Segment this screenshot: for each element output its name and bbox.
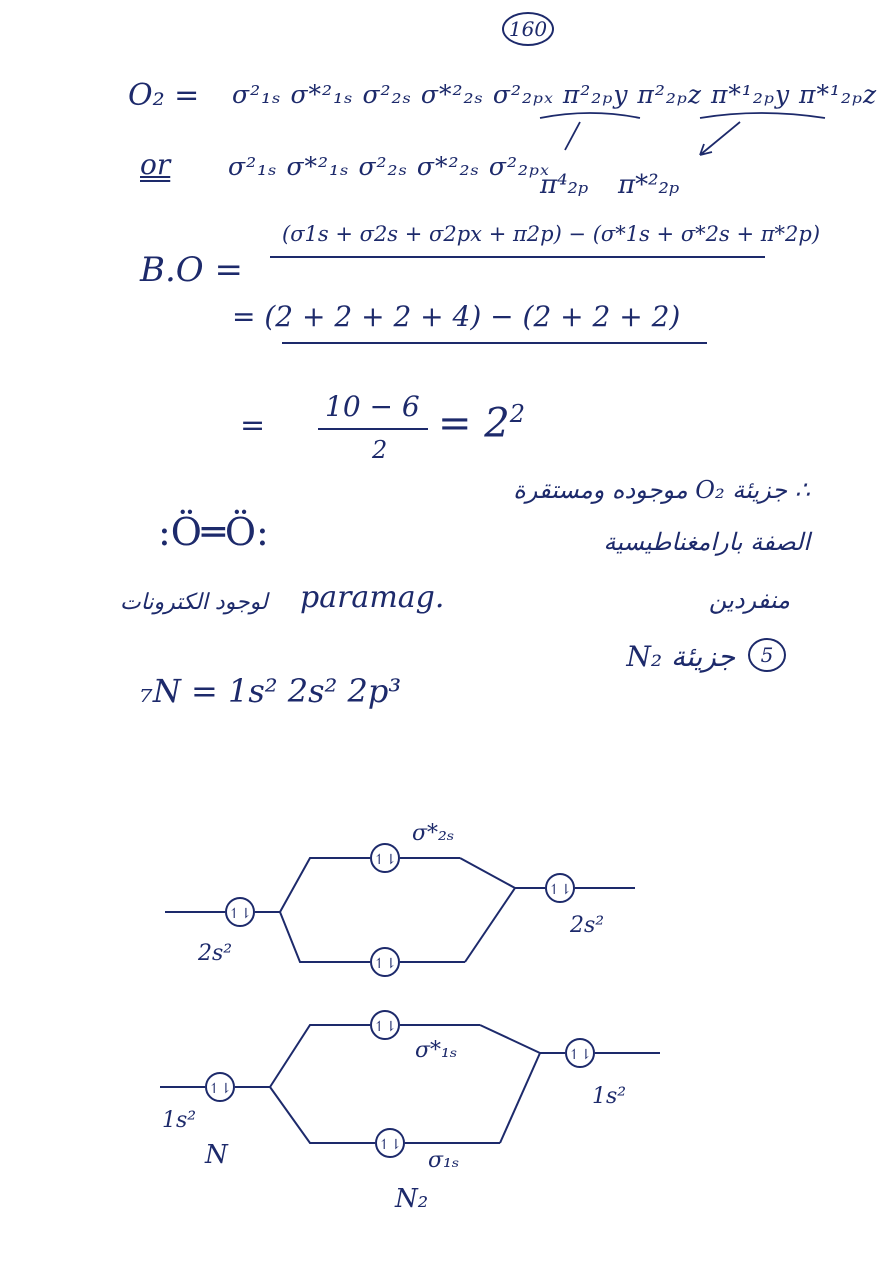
arabic-note-4: منفردين (708, 586, 790, 614)
o2-config-line1: σ²₁ₛ σ*²₁ₛ σ²₂ₛ σ*²₂ₛ σ²₂ₚₓ π²₂ₚy π²₂ₚz π*¹₂ₚy π*¹₂ₚz (232, 80, 878, 109)
pi-group: π⁴₂ₚ (540, 170, 589, 200)
label-sigma-1s: σ₁ₛ (428, 1148, 460, 1173)
bond-order-step3-den: 2 (372, 436, 388, 464)
fraction-line-3 (318, 428, 428, 430)
fraction-line-1 (270, 256, 765, 258)
bond-order-step3-eq: = (240, 408, 266, 443)
orbital-pair-sigma-1s: ↿⇂ (378, 1137, 402, 1153)
label-left-2s: 2s² (198, 941, 233, 966)
orbital-pair-sigma-star-2s: ↿⇂ (373, 852, 397, 868)
arabic-note-2: الصفة بارامغناطيسية (603, 528, 810, 556)
section-number: 5 (748, 638, 786, 672)
bond-order-step3-num: 10 − 6 (325, 390, 420, 423)
label-left-1s: 1s² (162, 1108, 197, 1133)
arabic-note-3: لوجود الكترونات (120, 590, 268, 615)
arabic-note-1: ∴ جزيئة O₂ موجوده ومستقرة (513, 476, 810, 504)
orbital-pair-left-1s: ↿⇂ (208, 1081, 232, 1097)
bond-order-step2: = (2 + 2 + 2 + 4) − (2 + 2 + 2) (232, 300, 681, 333)
paramag-word: paramag. (300, 580, 445, 615)
nitrogen-config: ₇N = 1s² 2s² 2p³ (140, 672, 402, 710)
lewis-structure: :Ö═Ö: (158, 510, 269, 554)
orbital-pair-right-1s: ↿⇂ (568, 1047, 592, 1063)
orbital-pair-sigma-star-1s: ↿⇂ (373, 1019, 397, 1035)
fraction-line-2 (282, 342, 707, 344)
bond-order-numerator: (σ1s + σ2s + σ2px + π2p) − (σ*1s + σ*2s + π*2p) (282, 222, 821, 246)
orbital-pair-left-2s: ↿⇂ (228, 906, 252, 922)
or-label: or (140, 148, 171, 181)
mo-diagram-1s (0, 985, 893, 1225)
page-number: 160 (502, 12, 554, 46)
pi-star-group: π*²₂ₚ (618, 170, 680, 200)
mo-diagram-2s (0, 790, 893, 1010)
o2-config-line2: σ²₁ₛ σ*²₁ₛ σ²₂ₛ σ*²₂ₛ σ²₂ₚₓ (228, 152, 550, 181)
o2-lhs: O₂ = (128, 78, 200, 113)
label-molecule-n2: N₂ (395, 1184, 429, 1214)
label-atom-n: N (205, 1140, 228, 1170)
label-sigma-star-1s: σ*₁ₛ (415, 1038, 458, 1063)
bond-order-lhs: B.O = (140, 250, 243, 290)
label-right-1s: 1s² (592, 1084, 627, 1109)
label-right-2s: 2s² (570, 913, 605, 938)
orbital-pair-right-2s: ↿⇂ (548, 882, 572, 898)
label-sigma-star-2s: σ*₂ₛ (412, 821, 455, 846)
orbital-pair-sigma-2s: ↿⇂ (373, 956, 397, 972)
bond-order-result: = $2^2$ (438, 400, 525, 447)
section-title: N₂ جزيئة (626, 640, 735, 673)
